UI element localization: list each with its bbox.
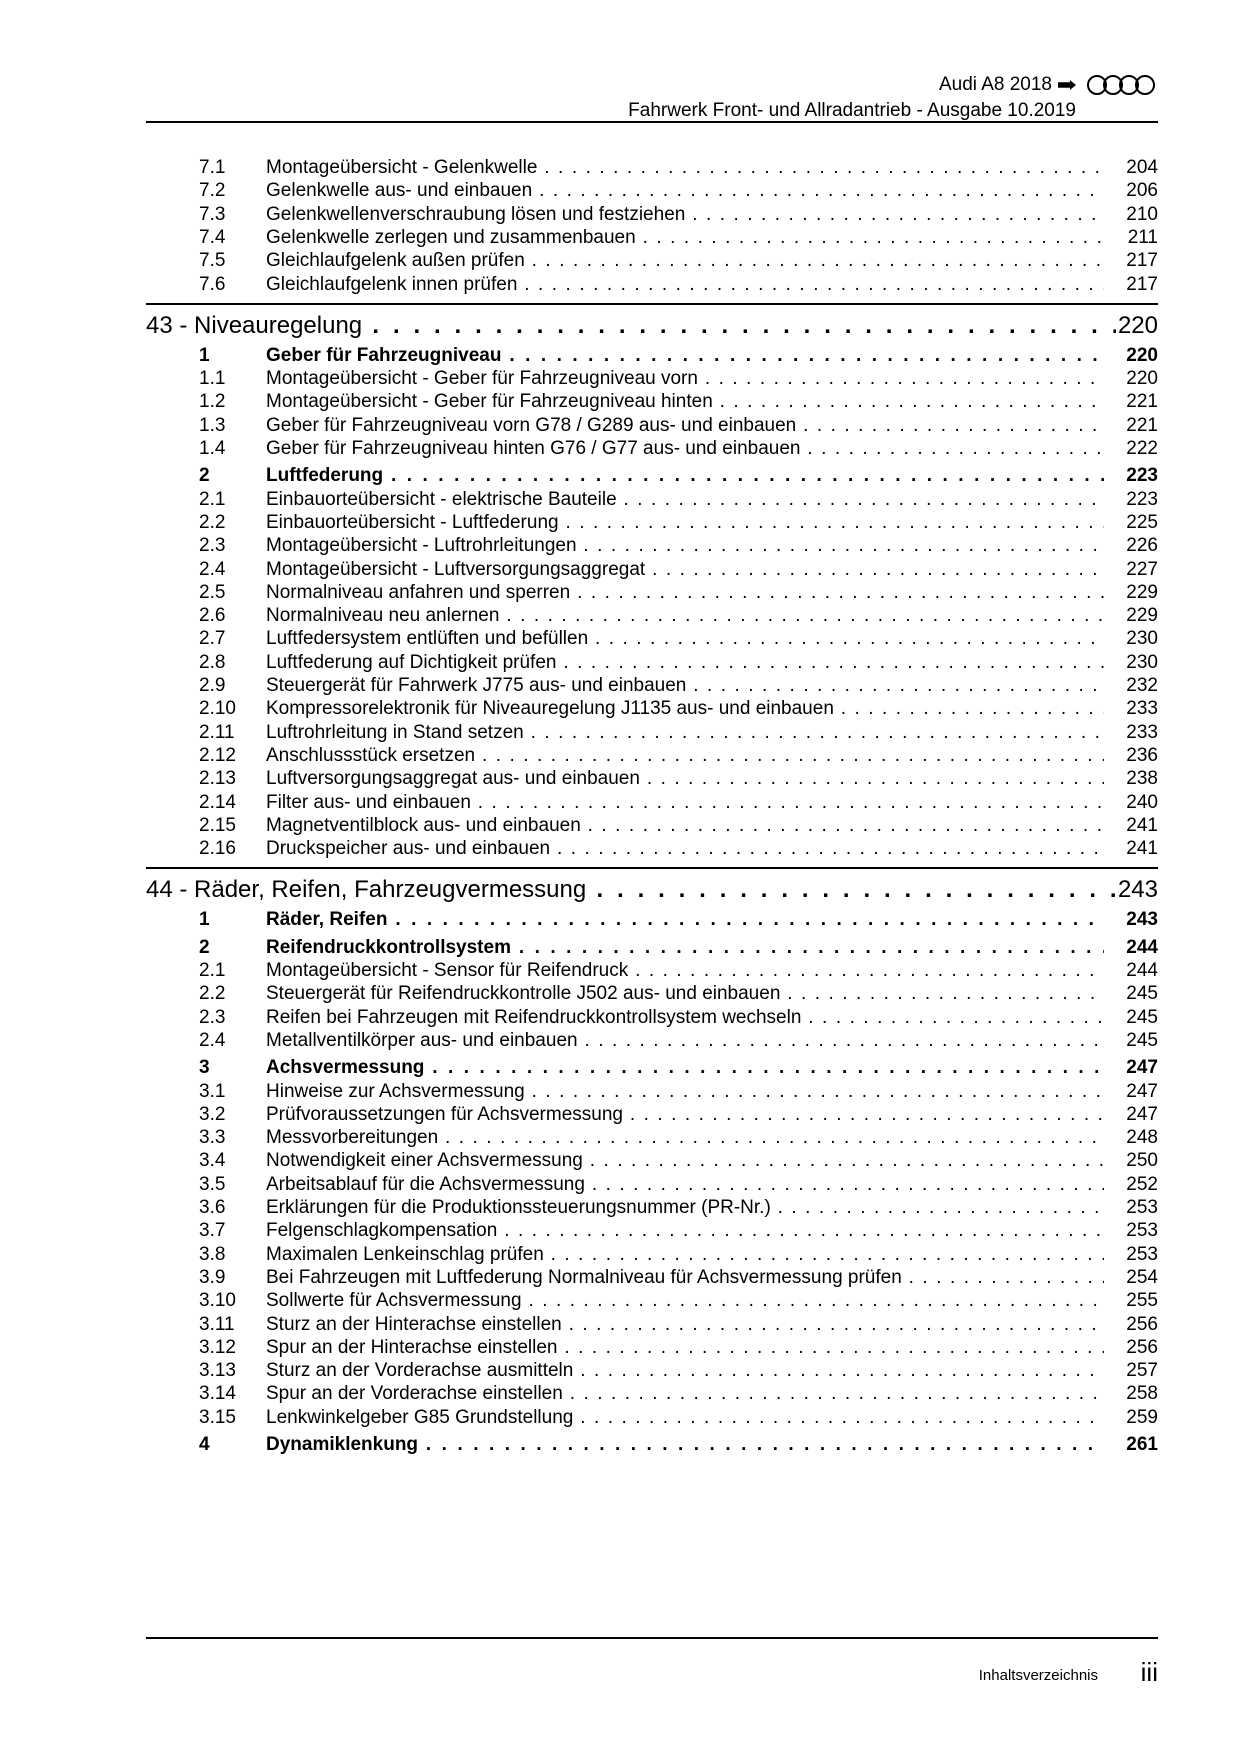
entry-number: 3.4 (199, 1150, 226, 1172)
entry-page: 236 (1126, 744, 1158, 766)
entry-number: 3.1 (199, 1080, 226, 1102)
entry-title: Messvorbereitungen . . . (266, 1125, 1104, 1151)
entry-title: Notwendigkeit einer Achsvermessung . . . (266, 1148, 1104, 1174)
entry-title: Steuergerät für Fahrwerk J775 aus- und einbauen . . . (266, 673, 1104, 699)
chapter-title: 44 - Räder, Reifen, Fahrzeugvermessung . . . (146, 873, 1116, 907)
entry-title: Normalniveau neu anlernen . . . (266, 603, 1104, 629)
entry-number: 2.5 (199, 581, 226, 603)
entry-title: Räder, Reifen . . . (266, 907, 1104, 933)
entry-number: 2.12 (199, 744, 236, 766)
entry-page: 254 (1126, 1266, 1158, 1288)
entry-number: 2.4 (199, 1029, 226, 1051)
footer-divider (146, 1637, 1158, 1639)
entry-page: 217 (1126, 250, 1158, 272)
toc-entry[interactable] (146, 366, 1158, 392)
toc-entry[interactable] (146, 225, 1158, 251)
toc-entry[interactable] (146, 1028, 1158, 1054)
entry-page: 245 (1126, 1006, 1158, 1028)
entry-number: 2.7 (199, 628, 226, 650)
entry-number: 3.8 (199, 1243, 226, 1265)
entry-title: Erklärungen für die Produktionssteuerungsnummer (PR-Nr.) . . . (266, 1195, 1104, 1221)
entry-title: Luftfederung auf Dichtigkeit prüfen . . . (266, 650, 1104, 676)
entry-number: 1.4 (199, 438, 226, 459)
entry-number: 3 (199, 1057, 210, 1079)
entry-page: 245 (1126, 1029, 1158, 1051)
entry-number: 2.3 (199, 1006, 226, 1028)
toc-section-entry[interactable] (146, 907, 1158, 933)
header-model: Audi A8 2018 (938, 74, 1052, 95)
entry-number: 2.1 (199, 960, 226, 981)
audi-rings-logo-icon (1086, 74, 1158, 96)
entry-page: 250 (1126, 1150, 1158, 1172)
entry-page: 243 (1126, 909, 1158, 931)
entry-page: 256 (1126, 1336, 1158, 1358)
entry-number: 2.10 (199, 698, 236, 720)
entry-page: 226 (1126, 535, 1158, 557)
toc-chapter-heading[interactable] (146, 309, 1158, 343)
entry-title: Spur an der Vorderachse einstellen . . . (266, 1381, 1104, 1407)
toc-entry[interactable] (146, 673, 1158, 699)
entry-title: Einbauorteübersicht - Luftfederung . . . (266, 510, 1104, 536)
entry-number: 1.2 (199, 391, 226, 413)
entry-page: 211 (1127, 226, 1158, 248)
toc-entry[interactable] (146, 1218, 1158, 1244)
entry-number: 7.5 (199, 250, 226, 272)
entry-page: 244 (1126, 936, 1158, 958)
entry-title: Felgenschlagkompensation . . . (266, 1218, 1104, 1244)
entry-number: 7.2 (199, 180, 226, 202)
toc-entry[interactable] (146, 1102, 1158, 1128)
entry-page: 225 (1126, 511, 1158, 533)
toc-entry[interactable] (146, 487, 1158, 513)
toc-entry[interactable] (146, 790, 1158, 816)
entry-title: Gleichlaufgelenk innen prüfen . . . (266, 272, 1104, 298)
entry-page: 238 (1126, 768, 1158, 790)
entry-page: 240 (1126, 791, 1158, 813)
toc-entry[interactable] (146, 766, 1158, 792)
entry-title: Anschlussstück ersetzen . . . (266, 743, 1104, 769)
entry-title: Sturz an der Hinterachse einstellen . . . (266, 1312, 1104, 1338)
entry-page: 223 (1126, 488, 1158, 510)
header-subtitle: Fahrwerk Front- und Allradantrieb - Ausgabe 10.2019 (628, 100, 1076, 121)
entry-page: 253 (1126, 1243, 1158, 1265)
entry-title: Montageübersicht - Luftversorgungsaggregat . . . (266, 557, 1104, 583)
entry-number: 2.14 (199, 791, 236, 813)
entry-title: Normalniveau anfahren und sperren . . . (266, 580, 1104, 606)
footer-label: Inhaltsverzeichnis (978, 1667, 1098, 1684)
entry-title: Steuergerät für Reifendruckkontrolle J502 aus- und einbauen . . . (266, 981, 1104, 1007)
entry-title: Kompressorelektronik für Niveauregelung J1135 aus- und einbauen . . . (266, 696, 1104, 722)
entry-page: 248 (1126, 1127, 1158, 1149)
entry-number: 3.11 (199, 1313, 235, 1335)
entry-page: 258 (1126, 1383, 1158, 1405)
entry-page: 221 (1126, 414, 1158, 436)
entry-title: Luftfederung . . . (266, 463, 1104, 489)
entry-page: 253 (1126, 1220, 1158, 1242)
entry-number: 3.2 (199, 1103, 226, 1125)
toc-entry[interactable] (146, 836, 1158, 862)
entry-number: 7.4 (199, 226, 226, 248)
entry-number: 1 (199, 344, 210, 366)
entry-title: Arbeitsablauf für die Achsvermessung . . . (266, 1172, 1104, 1198)
entry-number: 1.3 (199, 414, 226, 436)
toc-entry[interactable] (146, 958, 1158, 984)
entry-number: 3.3 (199, 1127, 226, 1149)
entry-title: Sturz an der Vorderachse ausmitteln . . . (266, 1358, 1104, 1384)
entry-page: 230 (1126, 628, 1158, 650)
entry-title: Reifendruckkontrollsystem . . . (266, 935, 1104, 961)
entry-title: Einbauorteübersicht - elektrische Bauteile . . . (266, 487, 1104, 513)
toc-entry[interactable] (146, 1148, 1158, 1174)
entry-title: Luftrohrleitung in Stand setzen . . . (266, 720, 1104, 746)
toc-entry[interactable] (146, 1125, 1158, 1151)
toc-entry[interactable] (146, 1005, 1158, 1031)
toc-entry[interactable] (146, 650, 1158, 676)
entry-page: 247 (1126, 1057, 1158, 1079)
toc-entry[interactable] (146, 743, 1158, 769)
entry-page: 210 (1126, 203, 1158, 225)
toc-entry[interactable] (146, 413, 1158, 439)
entry-page: 229 (1126, 605, 1158, 627)
entry-page: 244 (1126, 960, 1158, 981)
toc-entry[interactable] (146, 626, 1158, 652)
entry-title: Spur an der Hinterachse einstellen . . . (266, 1335, 1104, 1361)
entry-title: Prüfvoraussetzungen für Achsvermessung . . . (266, 1102, 1104, 1128)
entry-number: 2.9 (199, 675, 226, 696)
entry-title: Luftfedersystem entlüften und befüllen . . . (266, 626, 1104, 652)
entry-number: 3.7 (199, 1220, 226, 1242)
entry-page: 247 (1126, 1080, 1158, 1102)
toc-entry[interactable] (146, 1358, 1158, 1384)
toc-entry[interactable] (146, 1079, 1158, 1105)
entry-page: 220 (1126, 368, 1158, 390)
entry-page: 253 (1126, 1197, 1158, 1218)
entry-title: Maximalen Lenkeinschlag prüfen . . . (266, 1242, 1104, 1268)
entry-page: 206 (1126, 180, 1158, 202)
entry-page: 241 (1126, 814, 1158, 836)
entry-page: 241 (1126, 838, 1158, 860)
entry-title: Montageübersicht - Geber für Fahrzeugniveau vorn . . . (266, 366, 1104, 392)
entry-number: 2.6 (199, 605, 226, 627)
toc-entry[interactable] (146, 813, 1158, 839)
toc-entry[interactable] (146, 603, 1158, 629)
chapter-page: 220 (1117, 311, 1158, 339)
entry-number: 2.15 (199, 814, 236, 836)
toc-entry[interactable] (146, 720, 1158, 746)
entry-page: 227 (1126, 558, 1158, 580)
entry-number: 3.12 (199, 1336, 236, 1358)
entry-page: 222 (1126, 438, 1158, 459)
entry-title: Sollwerte für Achsvermessung . . . (266, 1288, 1104, 1314)
entry-page: 252 (1126, 1173, 1158, 1195)
toc-entry[interactable] (146, 696, 1158, 722)
entry-title: Geber für Fahrzeugniveau hinten G76 / G77 aus- und einbauen . . . (266, 436, 1104, 462)
entry-title: Geber für Fahrzeugniveau vorn G78 / G289 aus- und einbauen . . . (266, 413, 1104, 439)
entry-page: 217 (1126, 273, 1158, 295)
entry-title: Luftversorgungsaggregat aus- und einbauen . . . (266, 766, 1104, 792)
entry-number: 2.13 (199, 768, 236, 790)
toc-section-entry[interactable] (146, 1055, 1158, 1081)
toc-entry[interactable] (146, 557, 1158, 583)
toc-entry[interactable] (146, 1172, 1158, 1198)
toc-entry[interactable] (146, 533, 1158, 559)
toc-chapter-heading[interactable] (146, 873, 1158, 907)
entry-title: Gelenkwelle zerlegen und zusammenbauen . . . (266, 225, 1104, 251)
entry-number: 3.14 (199, 1383, 236, 1405)
entry-number: 7.3 (199, 203, 226, 225)
entry-number: 2.11 (199, 721, 235, 743)
entry-number: 7.1 (199, 157, 226, 178)
toc-entry[interactable] (146, 510, 1158, 536)
toc-section-entry[interactable] (146, 1432, 1158, 1458)
entry-page: 255 (1126, 1290, 1158, 1312)
entry-number: 2.2 (199, 983, 226, 1005)
entry-page: 233 (1126, 721, 1158, 743)
entry-number: 3.5 (199, 1173, 226, 1195)
toc-entry[interactable] (146, 1405, 1158, 1431)
entry-title: Montageübersicht - Geber für Fahrzeugniveau hinten . . . (266, 389, 1104, 415)
entry-number: 2 (199, 936, 210, 958)
entry-page: 261 (1126, 1434, 1158, 1455)
entry-number: 2.4 (199, 558, 226, 580)
toc-entry[interactable] (146, 1335, 1158, 1361)
entry-number: 2.2 (199, 511, 226, 533)
entry-title: Lenkwinkelgeber G85 Grundstellung . . . (266, 1405, 1104, 1431)
toc-entry[interactable] (146, 1312, 1158, 1338)
toc-entry[interactable] (146, 436, 1158, 462)
toc-section-entry[interactable] (146, 935, 1158, 961)
entry-number: 3.15 (199, 1406, 236, 1428)
entry-page: 256 (1126, 1313, 1158, 1335)
page-header (146, 70, 1158, 122)
entry-page: 232 (1126, 675, 1158, 696)
entry-title: Achsvermessung . . . (266, 1055, 1104, 1081)
entry-number: 3.9 (199, 1266, 226, 1288)
header-divider (146, 121, 1158, 123)
toc-entry[interactable] (146, 1242, 1158, 1268)
entry-number: 2.16 (199, 838, 236, 860)
toc-entry[interactable] (146, 1288, 1158, 1314)
entry-page: 221 (1126, 391, 1158, 413)
entry-number: 2.1 (199, 488, 226, 510)
chapter-divider (146, 867, 1158, 869)
entry-title: Hinweise zur Achsvermessung . . . (266, 1079, 1104, 1105)
entry-title: Montageübersicht - Sensor für Reifendruck . . . (266, 958, 1104, 984)
entry-title: Gleichlaufgelenk außen prüfen . . . (266, 248, 1104, 274)
toc-entry[interactable] (146, 155, 1158, 181)
toc-section-entry[interactable] (146, 343, 1158, 369)
entry-page: 247 (1126, 1103, 1158, 1125)
entry-number: 2 (199, 465, 210, 487)
toc-entry[interactable] (146, 178, 1158, 204)
toc-entry[interactable] (146, 389, 1158, 415)
toc-entry[interactable] (146, 202, 1158, 228)
chapter-page: 243 (1117, 876, 1158, 904)
entry-page: 204 (1126, 157, 1158, 178)
entry-number: 7.6 (199, 273, 226, 295)
entry-title: Dynamiklenkung . . . (266, 1432, 1104, 1458)
chapter-divider (146, 303, 1158, 305)
entry-number: 3.10 (199, 1290, 236, 1312)
toc-entry[interactable] (146, 248, 1158, 274)
toc-entry[interactable] (146, 1265, 1158, 1291)
entry-title: Reifen bei Fahrzeugen mit Reifendruckkontrollsystem wechseln . . . (266, 1005, 1104, 1031)
entry-title: Filter aus- und einbauen . . . (266, 790, 1104, 816)
entry-title: Geber für Fahrzeugniveau . . . (266, 343, 1104, 369)
entry-title: Magnetventilblock aus- und einbauen . . . (266, 813, 1104, 839)
entry-title: Bei Fahrzeugen mit Luftfederung Normalniveau für Achsvermessung prüfen . . . (266, 1265, 1104, 1291)
toc-entry[interactable] (146, 580, 1158, 606)
entry-page: 259 (1126, 1406, 1158, 1428)
entry-title: Druckspeicher aus- und einbauen . . . (266, 836, 1104, 862)
entry-page: 220 (1126, 344, 1158, 366)
chapter-title: 43 - Niveauregelung . . . (146, 309, 1116, 343)
entry-title: Montageübersicht - Luftrohrleitungen . . . (266, 533, 1104, 559)
entry-page: 233 (1126, 698, 1158, 720)
toc-entry[interactable] (146, 272, 1158, 298)
entry-number: 2.8 (199, 651, 226, 673)
entry-number: 1.1 (199, 368, 226, 390)
footer-page-number: iii (1140, 1657, 1158, 1687)
entry-page: 230 (1126, 651, 1158, 673)
entry-page: 229 (1126, 581, 1158, 603)
entry-page: 257 (1126, 1360, 1158, 1382)
entry-page: 245 (1126, 983, 1158, 1005)
toc-entry[interactable] (146, 981, 1158, 1007)
toc-section-entry[interactable] (146, 463, 1158, 489)
entry-number: 2.3 (199, 535, 226, 557)
entry-title: Metallventilkörper aus- und einbauen . . . (266, 1028, 1104, 1054)
entry-number: 3.6 (199, 1197, 226, 1218)
entry-number: 1 (199, 909, 210, 931)
toc-entry[interactable] (146, 1195, 1158, 1221)
arrow-right-icon (1058, 78, 1076, 92)
toc-entry[interactable] (146, 1381, 1158, 1407)
entry-title: Gelenkwellenverschraubung lösen und festziehen . . . (266, 202, 1104, 228)
entry-number: 3.13 (199, 1360, 236, 1382)
entry-title: Gelenkwelle aus- und einbauen . . . (266, 178, 1104, 204)
entry-page: 223 (1126, 465, 1158, 487)
entry-number: 4 (199, 1434, 210, 1455)
entry-title: Montageübersicht - Gelenkwelle . . . (266, 155, 1104, 181)
